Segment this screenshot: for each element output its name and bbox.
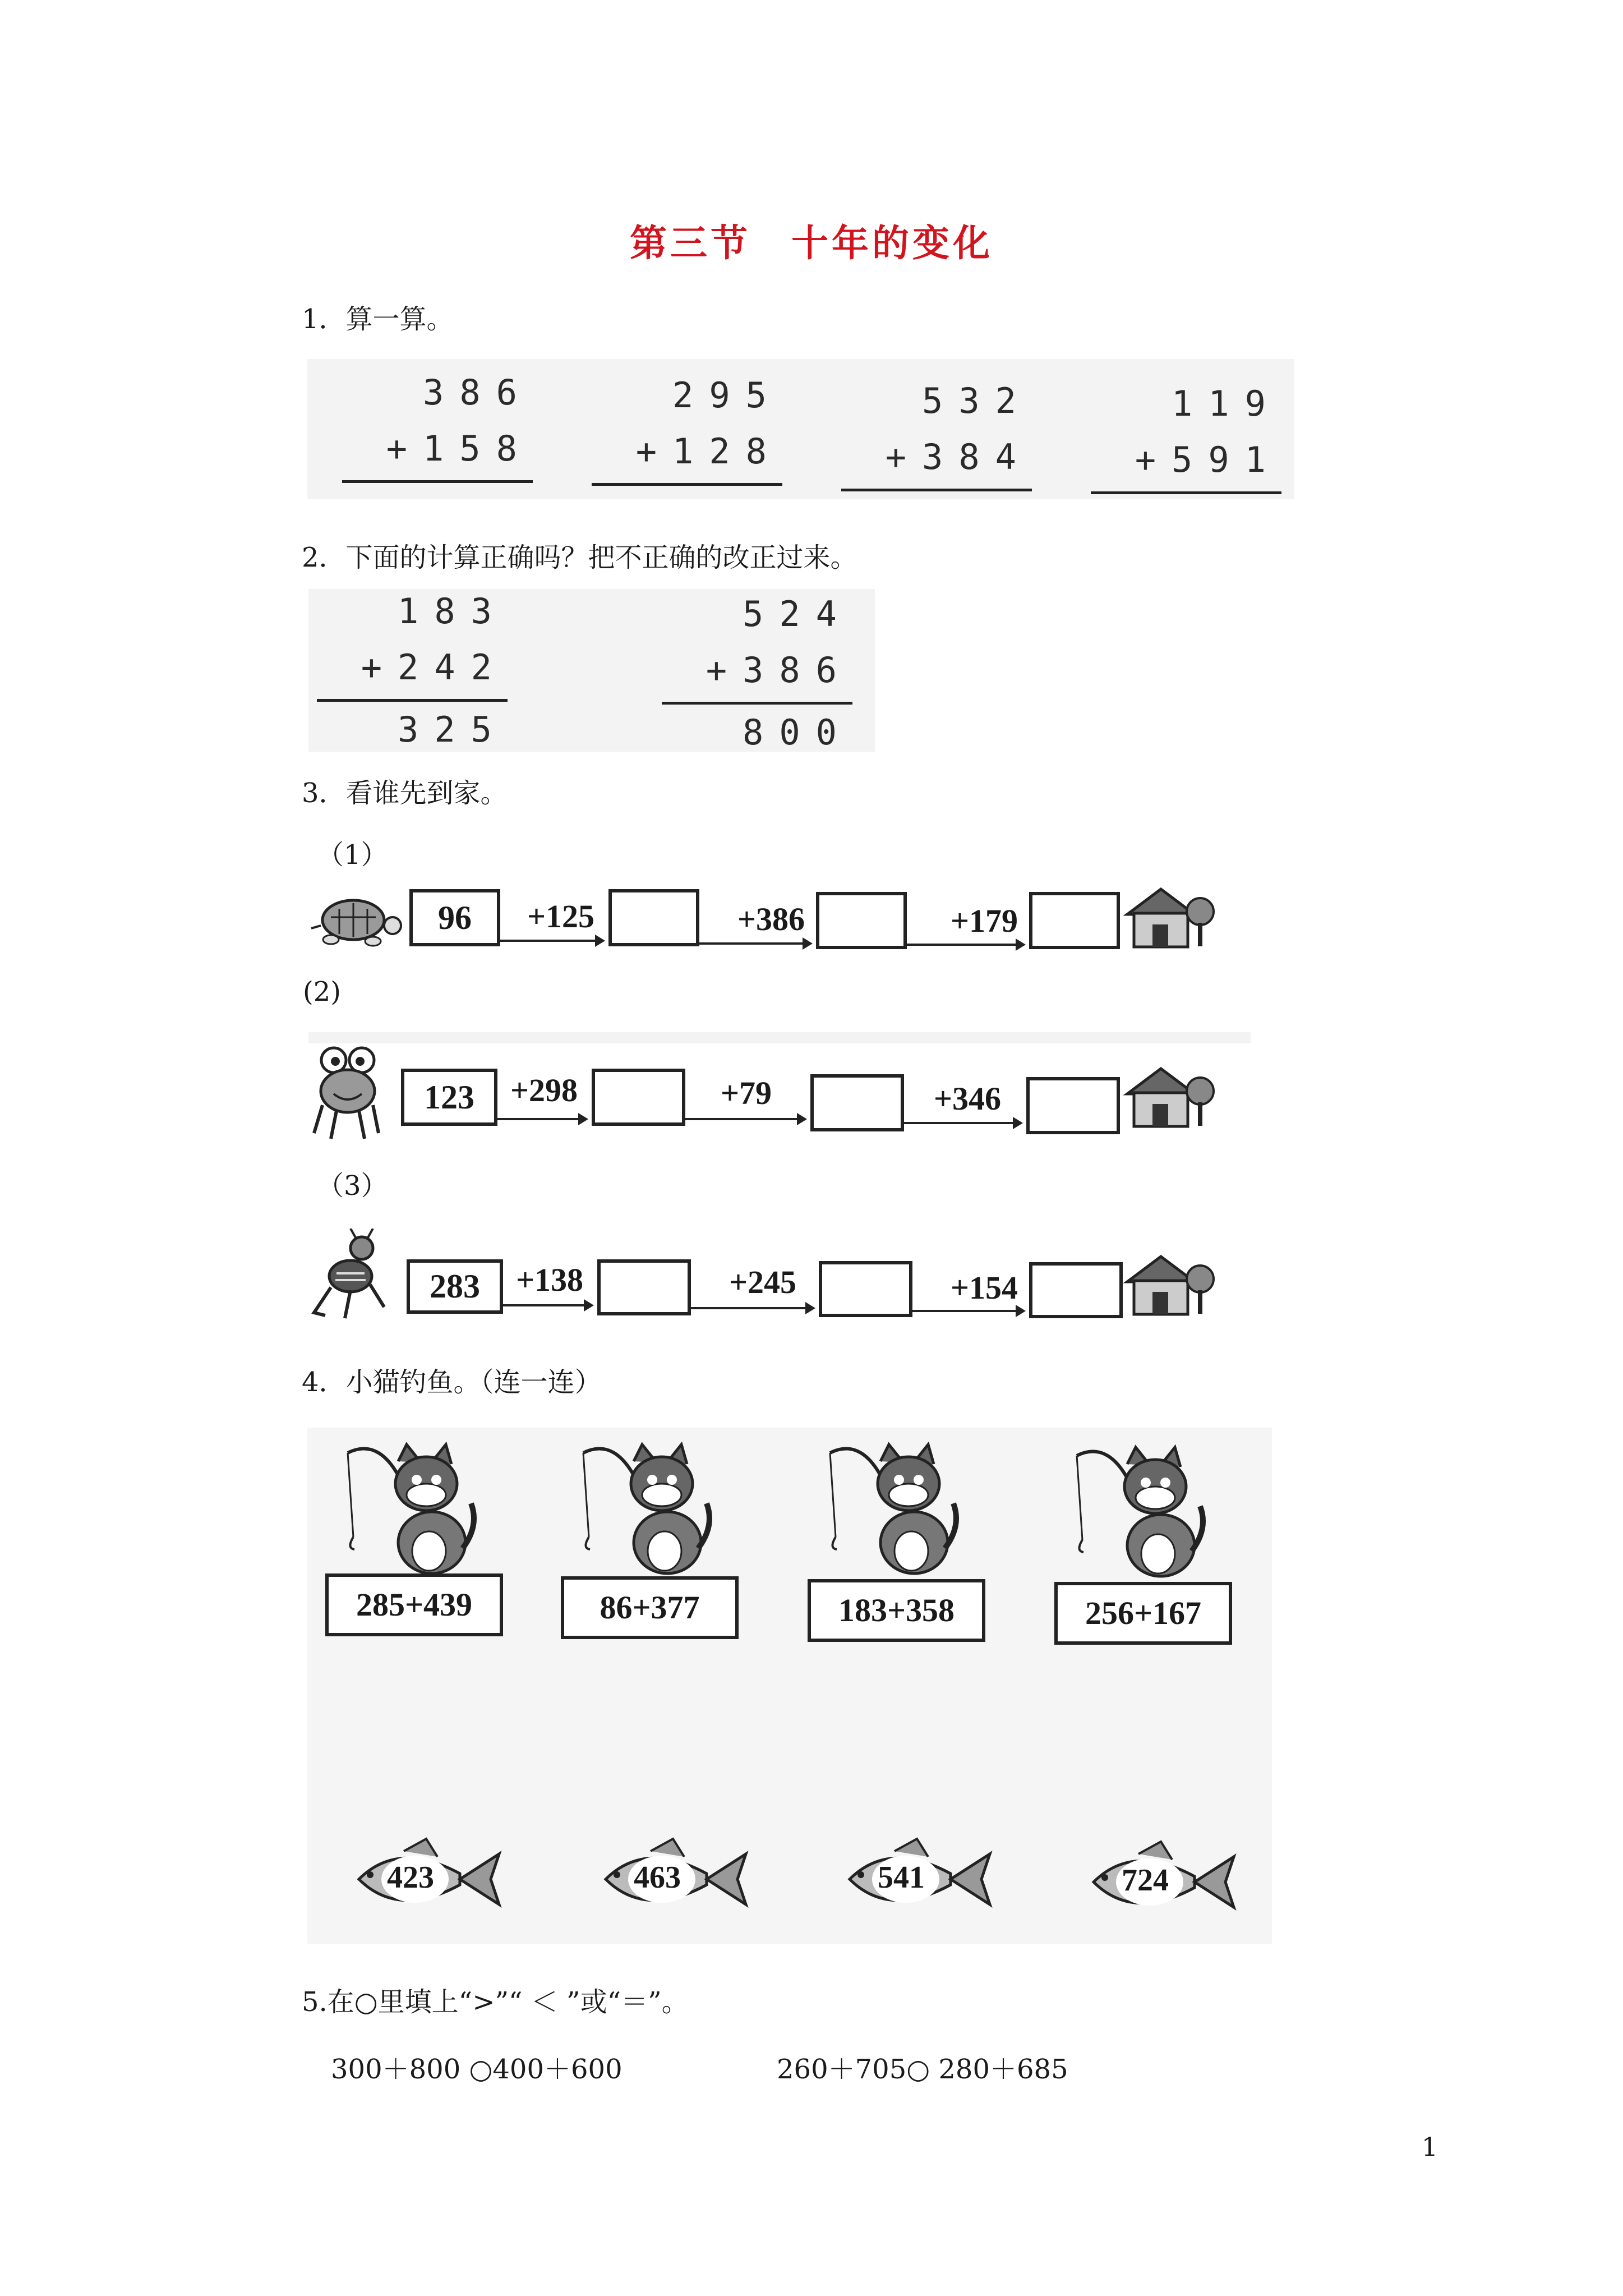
fish-number: 463 xyxy=(634,1860,681,1895)
house-icon xyxy=(1122,1060,1217,1130)
chain-2 xyxy=(308,1043,1262,1144)
answer-box[interactable] xyxy=(819,1261,912,1317)
cat-card-4[interactable] xyxy=(1054,1444,1234,1635)
start-value-box: 123 xyxy=(401,1069,497,1126)
arrow xyxy=(684,1118,805,1120)
start-value-box: 283 xyxy=(407,1259,503,1314)
fish-number: 541 xyxy=(878,1860,925,1895)
question-2-label: 2．下面的计算正确吗？把不正确的改正过来。 xyxy=(302,542,857,573)
answer-box[interactable] xyxy=(810,1074,904,1131)
addend-top: 119 xyxy=(1172,383,1281,424)
expression-box: 256+167 xyxy=(1054,1582,1232,1645)
cat-fishing-icon xyxy=(572,1442,718,1576)
comparison-item-2[interactable]: 260＋705○ 280＋685 xyxy=(777,2054,1068,2085)
answer-box[interactable] xyxy=(1026,1077,1120,1134)
cat-card-2[interactable] xyxy=(561,1442,740,1632)
question-5-label: 5.在○里填上“>”“ ＜ ”或“＝”。 xyxy=(302,1986,689,2018)
chain-1-label: （1） xyxy=(317,839,388,871)
expression-box: 183+358 xyxy=(808,1579,985,1642)
fish-1[interactable] xyxy=(348,1834,510,1924)
addend-top: 532 xyxy=(922,380,1032,421)
house-icon xyxy=(1122,881,1217,951)
fish-3[interactable] xyxy=(838,1834,1001,1924)
op-label: +154 xyxy=(951,1269,1018,1306)
addend-bottom: +386 xyxy=(706,650,852,691)
arrow xyxy=(698,942,810,945)
cat-fishing-icon xyxy=(819,1442,965,1576)
fish-2[interactable] xyxy=(594,1834,757,1924)
q2-problem-2 xyxy=(662,586,852,761)
chain-2-label: (2) xyxy=(303,976,341,1007)
page-number: 1 xyxy=(1421,2132,1438,2162)
addend-bottom: +128 xyxy=(635,431,782,472)
expression-box: 285+439 xyxy=(325,1573,503,1636)
answer-box[interactable] xyxy=(592,1069,685,1126)
op-label: +245 xyxy=(729,1264,797,1300)
fish-number: 423 xyxy=(387,1860,434,1895)
arrow xyxy=(499,940,603,942)
op-label: +138 xyxy=(516,1262,584,1298)
op-label: +79 xyxy=(721,1075,772,1111)
frog-icon xyxy=(308,1043,387,1142)
arrow xyxy=(906,944,1023,946)
chain-1 xyxy=(308,881,1262,982)
turtle-icon xyxy=(308,892,404,954)
addend-top: 183 xyxy=(398,591,508,632)
op-label: +125 xyxy=(527,898,595,935)
arrow xyxy=(911,1310,1023,1312)
question-1-label: 1．算一算。 xyxy=(302,303,454,335)
addend-top: 386 xyxy=(423,372,533,413)
start-value-box: 96 xyxy=(409,889,500,946)
q1-problem-4 xyxy=(1091,376,1281,494)
arrow xyxy=(502,1304,592,1306)
q1-problem-2 xyxy=(592,367,782,486)
comparison-item-1[interactable]: 300＋800 ○400＋600 xyxy=(331,2054,623,2085)
addend-top: 295 xyxy=(672,375,782,416)
q2-problem-1 xyxy=(317,583,508,758)
fish-4[interactable] xyxy=(1082,1837,1245,1927)
cat-fishing-icon xyxy=(336,1442,482,1576)
op-label: +386 xyxy=(737,901,805,937)
fish-number: 724 xyxy=(1122,1863,1169,1898)
sum-result: 325 xyxy=(398,709,508,750)
answer-box[interactable] xyxy=(597,1259,691,1315)
sum-line xyxy=(342,480,533,483)
sum-result: 800 xyxy=(743,712,852,753)
arrow xyxy=(496,1118,586,1120)
question-4-label: 4．小猫钓鱼。（连一连） xyxy=(302,1366,602,1398)
answer-box[interactable] xyxy=(1029,892,1120,949)
answer-box[interactable] xyxy=(1029,1262,1123,1318)
chain-3-label: （3） xyxy=(317,1170,388,1202)
cat-fishing-icon xyxy=(1066,1444,1211,1579)
sum-line xyxy=(592,483,782,486)
arrow xyxy=(690,1307,813,1309)
sum-line xyxy=(1091,491,1281,494)
addend-bottom: +158 xyxy=(386,428,533,469)
expression-box: 86+377 xyxy=(561,1576,739,1639)
op-label: +179 xyxy=(951,903,1018,939)
cat-card-1[interactable] xyxy=(325,1442,505,1632)
scan-streak xyxy=(308,1032,1251,1043)
question-3-label: 3．看谁先到家。 xyxy=(302,777,508,809)
op-label: +346 xyxy=(934,1080,1002,1117)
answer-box[interactable] xyxy=(608,889,699,946)
page-title: 第三节 十年的变化 xyxy=(630,221,993,265)
ant-icon xyxy=(308,1228,393,1324)
addend-bottom: +384 xyxy=(885,436,1032,477)
house-icon xyxy=(1122,1248,1217,1318)
sum-line xyxy=(841,489,1032,491)
chain-3 xyxy=(308,1228,1262,1329)
q1-problem-1 xyxy=(342,365,533,483)
addend-top: 524 xyxy=(743,593,852,634)
answer-box[interactable] xyxy=(816,892,907,949)
op-label: +298 xyxy=(510,1072,578,1108)
q1-problem-3 xyxy=(841,373,1032,491)
cat-card-3[interactable] xyxy=(808,1442,987,1632)
arrow xyxy=(903,1122,1021,1124)
addend-bottom: +242 xyxy=(361,647,508,688)
addend-bottom: +591 xyxy=(1135,439,1281,480)
